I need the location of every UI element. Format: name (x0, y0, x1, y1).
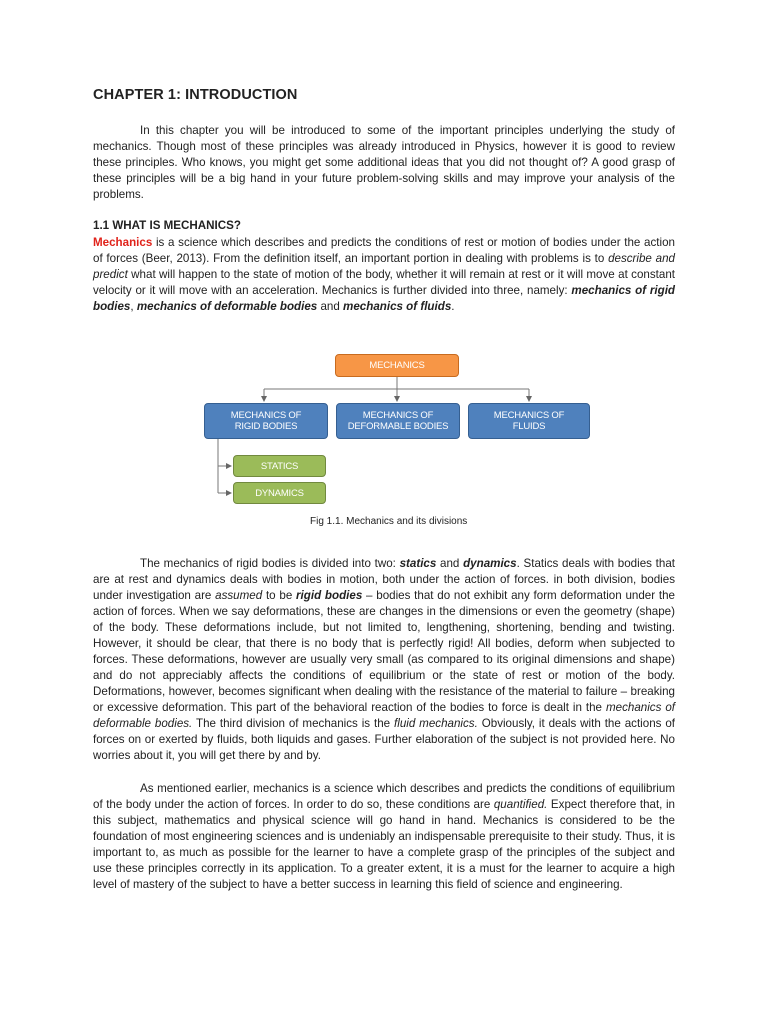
mechanics-term: Mechanics (93, 236, 153, 249)
bp1-dynamics-emphasis: dynamics (463, 557, 517, 570)
bp2-text-2: Expect therefore that, in this subject, mathematics and physical science will go hand in hand. Mechanics is considered to be the foundation of most engineering sciences and is undeniably an indispensable prerequisite to their study. Thus, it is important to, as much as possible for the learner to have a complete grasp of the principles of the subject and use these principles correctly in its application. To a greater extent, it is a must for the learner to acquire a high level of mastery of the subject to have a better success in learning this field of science and engineering. (93, 798, 675, 891)
definition-paragraph (93, 235, 675, 315)
mechanics-root-label: MECHANICS (369, 360, 425, 371)
statics-label: STATICS (260, 460, 299, 472)
bp1-assumed-emphasis: assumed (215, 589, 263, 602)
chapter-title: CHAPTER 1: INTRODUCTION (93, 87, 298, 103)
bp1-mod-emphasis: mechanics of deformable bodies. (93, 701, 676, 730)
bp1-text-2: and (436, 557, 464, 570)
bp1-statics-emphasis: statics (399, 557, 437, 570)
bp1-rigid-emphasis: rigid bodies (296, 589, 363, 602)
rigid-bodies-node (204, 403, 328, 439)
bp1-text-6: The third division of mechanics is the (192, 717, 395, 730)
bp2-text-1: As mentioned earlier, mechanics is a science which describes and predicts the conditions of equilibrium of the body under the action of forces. In order to do so, these conditions are (93, 782, 675, 811)
bp2-quantified-emphasis: quantified. (493, 798, 548, 811)
deformable-bodies-node (336, 403, 460, 439)
fluids-label-line1: MECHANICS OF (493, 410, 565, 421)
caption-text: . Mechanics and its divisions (340, 516, 468, 527)
definition-text-1: is a science which describes and predicts the conditions of rest or motion of bodies under the action of forces (Beer, 2013). From the definition itself, an important portion in dealing with problems is to (93, 236, 675, 265)
deformable-label-line2: DEFORMABLE BODIES (347, 421, 449, 432)
division-deformable-emphasis: mechanics of deformable bodies (136, 300, 318, 313)
bp1-fluid-emphasis: fluid mechanics. (394, 717, 478, 730)
bp1-text-4: to be (262, 589, 297, 602)
division-fluids-emphasis: mechanics of fluids (343, 300, 452, 313)
dynamics-node (233, 482, 326, 504)
section-heading: 1.1 WHAT IS MECHANICS? (93, 219, 241, 232)
mechanics-root-node (335, 354, 459, 377)
caption-label: Fig 1.1 (310, 516, 341, 527)
fluids-node (468, 403, 590, 439)
definition-text-2: what will happen to the state of motion of the body, whether it will remain at rest or it will move at constant velocity or it will move with an acceleration. Mechanics is further divided into three, namely: (93, 268, 675, 297)
definition-sep-2: and (317, 300, 344, 313)
bp1-text-7: Obviously, it deals with the actions of forces on or exerted by fluids, both liquids and gases. Further elaboration of the subject is not provided here. No worries about it, you will get there by and by. (93, 717, 676, 762)
rigid-label-line2: RIGID BODIES (234, 421, 298, 432)
body-paragraph-2 (93, 781, 675, 893)
bp1-text-3: . Statics deals with bodies that are at rest and dynamics deals with bodies in motion, both under the action of forces. in both division, bodies under investigation are (93, 557, 675, 602)
dynamics-label: DYNAMICS (255, 487, 304, 499)
definition-end: . (451, 300, 455, 313)
rigid-label-line1: MECHANICS OF (230, 410, 302, 421)
division-rigid-emphasis: mechanics of rigid bodies (93, 284, 675, 313)
fluids-label-line2: FLUIDS (512, 421, 546, 432)
intro-paragraph: In this chapter you will be introduced to some of the important principles underlying the study of mechanics. Though most of these principles was already introduced in Physics, however it is good to review these principles. Who knows, you might get some additional ideas that you did not thought of? A good grasp of these principles will be a big hand in your future problem-solving skills and may improve your analysis of the problems. (93, 124, 675, 201)
bp1-text-1: The mechanics of rigid bodies is divided into two: (140, 557, 400, 570)
describe-predict-emphasis: describe and predict (93, 252, 675, 281)
body-paragraph-1 (93, 556, 675, 764)
figure-caption (310, 516, 467, 527)
definition-sep-1: , (130, 300, 137, 313)
deformable-label-line1: MECHANICS OF (362, 410, 434, 421)
statics-node (233, 455, 326, 477)
bp1-text-5: – bodies that do not exhibit any form deformation under the action of forces. When we say deformations, these are changes in the dimensions or even the geometry (shape) of the body. These deformations include, but not limited to, lengthening, shortening, bending and twisting. However, it should be clear, that there is no body that is perfectly rigid! All bodies, deform when subjected to forces. These deformations, however are usually very small (as compared to its original dimensions and shape) and do not appreciably affects the conditions of equilibrium or the state of rest or motion of the body. Deformations, however, becomes significant when dealing with the resistance of the material to failure – breaking or excessive deformation. This part of the behavioral reaction of the bodies to force is dealt in the (93, 589, 675, 714)
